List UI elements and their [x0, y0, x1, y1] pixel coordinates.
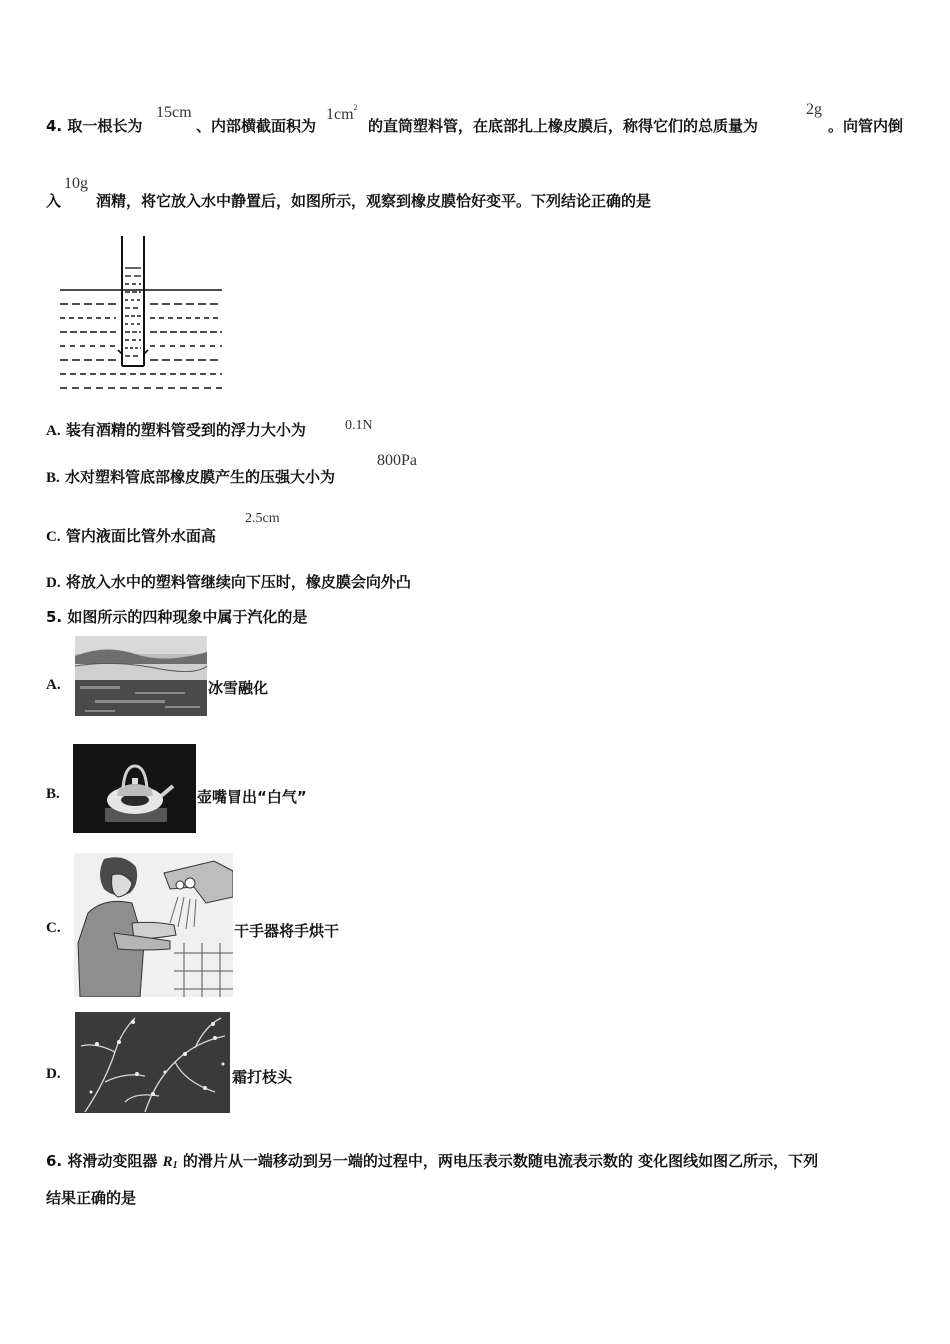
- q4-option-b: B. 水对塑料管底部橡皮膜产生的压强大小为: [46, 468, 336, 486]
- q4-text-seg1: 取一根长为: [67, 117, 143, 135]
- q4-area: $1cm^2$: [326, 103, 358, 123]
- q4-line1: [46, 115, 142, 136]
- q4-text-seg5: 酒精，将它放入水中静置后，如图所示，观察到橡皮膜恰好变平。下列结论正确的是: [96, 192, 652, 210]
- q6-line1: [46, 1150, 818, 1171]
- water-dashes: [60, 290, 222, 388]
- q5-stem: 5. 如图所示的四种现象中属于汽化的是: [46, 608, 308, 626]
- snow-landscape-photo: [75, 636, 207, 716]
- hand-dryer-drawing: [74, 853, 233, 997]
- q5-option-d-text: 霜打枝头: [232, 1068, 293, 1086]
- q4-option-d: D. 将放入水中的塑料管继续向下压时，橡皮膜会向外凸: [46, 573, 411, 591]
- kettle-photo: [73, 744, 196, 833]
- q4-text-seg4: 。向管内倒: [828, 117, 904, 135]
- q5-option-d-label: D.: [46, 1066, 61, 1082]
- q4-option-a: A. 装有酒精的塑料管受到的浮力大小为: [46, 421, 306, 439]
- tube-in-water-figure: [56, 232, 226, 394]
- q6-text-seg1: 将滑动变阻器: [67, 1152, 158, 1170]
- q6-number: 6.: [46, 1152, 63, 1170]
- q6-line2: 结果正确的是: [46, 1189, 137, 1207]
- q5-option-c-text: 干手器将手烘干: [234, 922, 340, 940]
- q6-text-seg2: 的滑片从一端移动到另一端的过程中，两电压表示数随电流表示数的 变化图线如图乙所示，下列: [182, 1152, 819, 1170]
- q6-resistor-symbol: $R_1$: [162, 1154, 178, 1171]
- q4-mass: 2g: [806, 101, 822, 118]
- q5-option-a-text: 冰雪融化: [208, 679, 269, 697]
- q4-text-seg2: 、内部横截面积为: [196, 117, 317, 135]
- q4-number: 4.: [46, 117, 63, 135]
- q4-option-a-value: 0.1N: [345, 418, 373, 433]
- frost-branches-photo: [75, 1012, 230, 1113]
- q5-option-c-label: C.: [46, 920, 61, 936]
- q4-line2-start: 入: [46, 192, 62, 210]
- q4-alcohol-mass: 10g: [64, 175, 88, 192]
- q5-option-b-text: 壶嘴冒出“白气”: [197, 788, 307, 806]
- q4-option-b-value: 800Pa: [377, 452, 417, 469]
- q5-option-b-label: B.: [46, 786, 60, 802]
- q4-text-seg3: 的直筒塑料管，在底部扎上橡皮膜后，称得它们的总质量为: [368, 117, 759, 135]
- q5-option-a-label: A.: [46, 677, 61, 693]
- q4-length: 15cm: [156, 104, 192, 121]
- q4-option-c: C. 管内液面比管外水面高: [46, 527, 216, 545]
- plastic-tube: [118, 236, 148, 366]
- q4-option-c-value: 2.5cm: [245, 511, 280, 526]
